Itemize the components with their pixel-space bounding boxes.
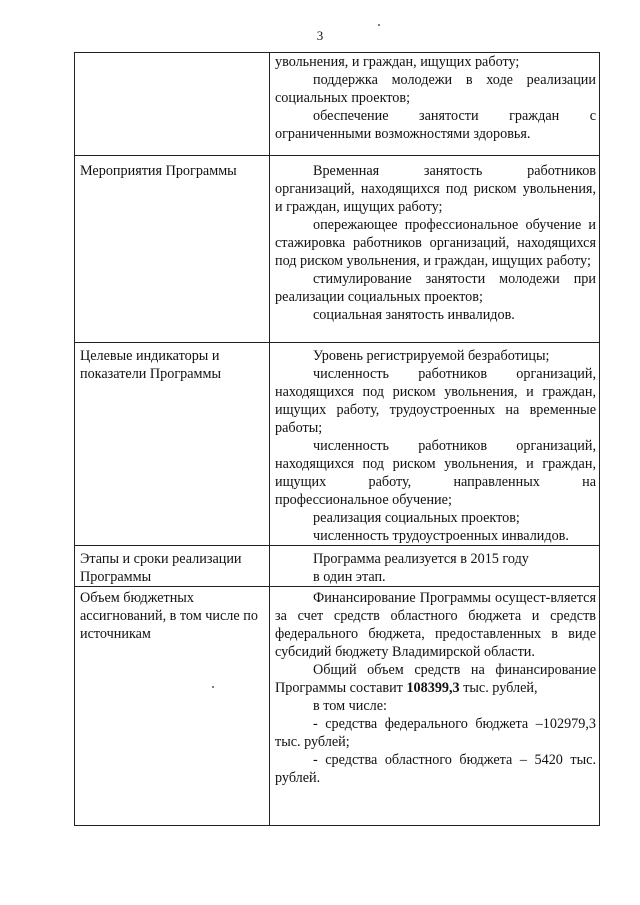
paragraph: Уровень регистрируемой безработицы; xyxy=(313,348,550,364)
paragraph: в один этап. xyxy=(313,569,386,585)
scan-speck xyxy=(212,686,214,688)
row-content xyxy=(270,156,600,343)
row-label: Этапы и сроки реализации Программы xyxy=(75,546,270,587)
paragraph: - средства областного бюджета – 5420 тыс. рублей. xyxy=(275,752,596,786)
paragraph: численность трудоустроенных инвалидов. xyxy=(313,528,569,544)
table-row xyxy=(75,587,600,826)
scan-speck xyxy=(378,24,380,26)
paragraph xyxy=(275,661,596,697)
paragraph: реализация социальных проектов; xyxy=(313,510,520,526)
paragraph: численность работников организаций, находящихся под риском увольнения, и граждан, ищущих работу, направленных на профессиональное обучение; xyxy=(275,438,596,508)
paragraph-text: Общий объем средств на финансирование Программы составит xyxy=(275,662,596,696)
row-content xyxy=(270,343,600,546)
row-label xyxy=(75,53,270,156)
paragraph: опережающее профессиональное обучение и стажировка работников организаций, находящихся под риском увольнения, и граждан, ищущих работу; xyxy=(275,217,596,269)
paragraph: Программа реализуется в 2015 году xyxy=(313,551,529,567)
table-row xyxy=(75,343,600,546)
row-label: Объем бюджетных ассигнований, в том числе по источникам xyxy=(75,587,270,826)
paragraph: численность работников организаций, находящихся под риском увольнения, и граждан, ищущих работу, трудоустроенных на временные работы; xyxy=(275,366,596,436)
table-row xyxy=(75,156,600,343)
paragraph: в том числе: xyxy=(313,698,387,714)
paragraph: Финансирование Программы осущест-вляется за счет средств областного бюджета и средств федерального бюджета, предоставленных в виде субсидий бюджету Владимирской области. xyxy=(275,590,596,660)
row-content xyxy=(270,587,600,826)
paragraph: - средства федерального бюджета –102979,3 тыс. рублей; xyxy=(275,716,596,750)
program-passport-table xyxy=(74,52,600,826)
paragraph: обеспечение занятости граждан с ограниченными возможностями здоровья. xyxy=(275,108,596,142)
paragraph: увольнения, и граждан, ищущих работу; xyxy=(275,54,520,70)
paragraph: поддержка молодежи в ходе реализации социальных проектов; xyxy=(275,72,596,106)
paragraph: стимулирование занятости молодежи при реализации социальных проектов; xyxy=(275,271,596,305)
row-label: Мероприятия Программы xyxy=(75,156,270,343)
page-number: 3 xyxy=(316,28,324,43)
table-row xyxy=(75,546,600,587)
table-row xyxy=(75,53,600,156)
paragraph: социальная занятость инвалидов. xyxy=(313,307,515,323)
row-content xyxy=(270,53,600,156)
paragraph: Временная занятость работников организаций, находящихся под риском увольнения, и граждан, ищущих работу; xyxy=(275,163,596,215)
total-amount: 108399,3 xyxy=(406,680,460,696)
paragraph-text: тыс. рублей, xyxy=(459,680,538,696)
row-content xyxy=(270,546,600,587)
row-label: Целевые индикаторы и показатели Программы xyxy=(75,343,270,546)
